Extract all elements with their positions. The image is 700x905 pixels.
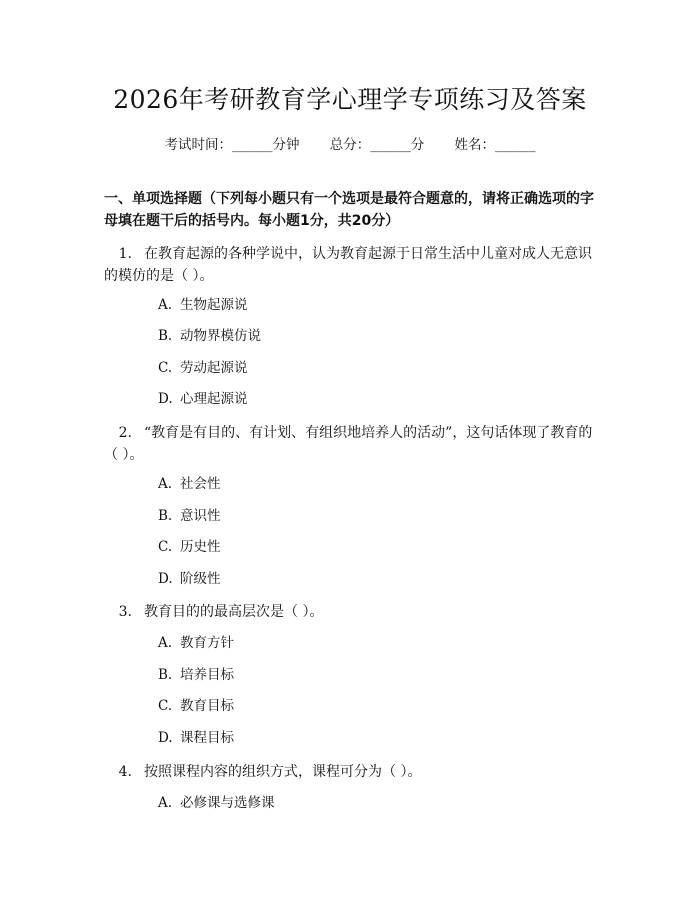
question-number: 1. — [118, 246, 132, 262]
option-3a — [158, 633, 234, 653]
option-text: 必修课与选修课 — [180, 795, 275, 811]
option-1d — [158, 389, 248, 409]
option-letter: B. — [158, 667, 173, 683]
question-number: 4. — [118, 764, 132, 780]
question-text: 教育目的的最高层次是（ ）。 — [144, 604, 324, 620]
question-number: 3. — [118, 604, 132, 620]
question-text: 按照课程内容的组织方式，课程可分为（ ）。 — [144, 764, 422, 780]
option-3c — [158, 696, 234, 716]
student-name-field: 姓名：______ — [454, 137, 536, 153]
option-letter: A. — [158, 297, 173, 313]
option-text: 阶级性 — [180, 571, 221, 587]
option-letter: C. — [158, 539, 173, 555]
option-3d — [158, 728, 234, 748]
option-letter: B. — [158, 508, 173, 524]
option-letter: A. — [158, 795, 173, 811]
total-score-field: 总分：______分 — [329, 137, 425, 153]
option-letter: D. — [158, 730, 173, 746]
page-title: 2026年考研教育学心理学专项练习及答案 — [113, 85, 587, 114]
question-number: 2. — [118, 425, 132, 441]
option-text: 劳动起源说 — [180, 360, 248, 376]
question-text: “教育是有目的、有计划、有组织地培养人的活动”，这句话体现了教育的（ ）。 — [104, 425, 593, 463]
option-text: 意识性 — [180, 508, 221, 524]
option-text: 教育方针 — [180, 635, 234, 651]
option-4a — [158, 793, 275, 813]
question-3 — [104, 601, 600, 623]
option-text: 生物起源说 — [180, 297, 248, 313]
option-letter: D. — [158, 571, 173, 587]
option-letter: A. — [158, 476, 173, 492]
option-letter: A. — [158, 635, 173, 651]
option-1a — [158, 295, 248, 315]
exam-time-field: 考试时间：______分钟 — [164, 137, 300, 153]
question-text: 在教育起源的各种学说中，认为教育起源于日常生活中儿童对成人无意识的模仿的是（ ）。 — [104, 246, 592, 284]
option-3b — [158, 665, 234, 685]
option-letter: C. — [158, 698, 173, 714]
option-text: 动物界模仿说 — [180, 328, 261, 344]
option-2d — [158, 569, 221, 589]
question-1 — [104, 243, 600, 287]
section-heading: 一、单项选择题（下列每小题只有一个选项是最符合题意的，请将正确选项的字母填在题干后的括号内。每小题1分，共20分） — [104, 191, 594, 229]
option-2b — [158, 506, 221, 526]
option-text: 社会性 — [180, 476, 221, 492]
option-1b — [158, 326, 261, 346]
option-text: 培养目标 — [180, 667, 234, 683]
question-2 — [104, 422, 600, 466]
option-letter: B. — [158, 328, 173, 344]
option-text: 历史性 — [180, 539, 221, 555]
option-letter: C. — [158, 360, 173, 376]
option-text: 教育目标 — [180, 698, 234, 714]
question-4 — [104, 761, 600, 783]
option-letter: D. — [158, 391, 173, 407]
option-2a — [158, 474, 221, 494]
exam-info — [0, 133, 700, 153]
option-text: 课程目标 — [180, 730, 234, 746]
option-2c — [158, 537, 221, 557]
option-text: 心理起源说 — [180, 391, 248, 407]
option-1c — [158, 358, 248, 378]
